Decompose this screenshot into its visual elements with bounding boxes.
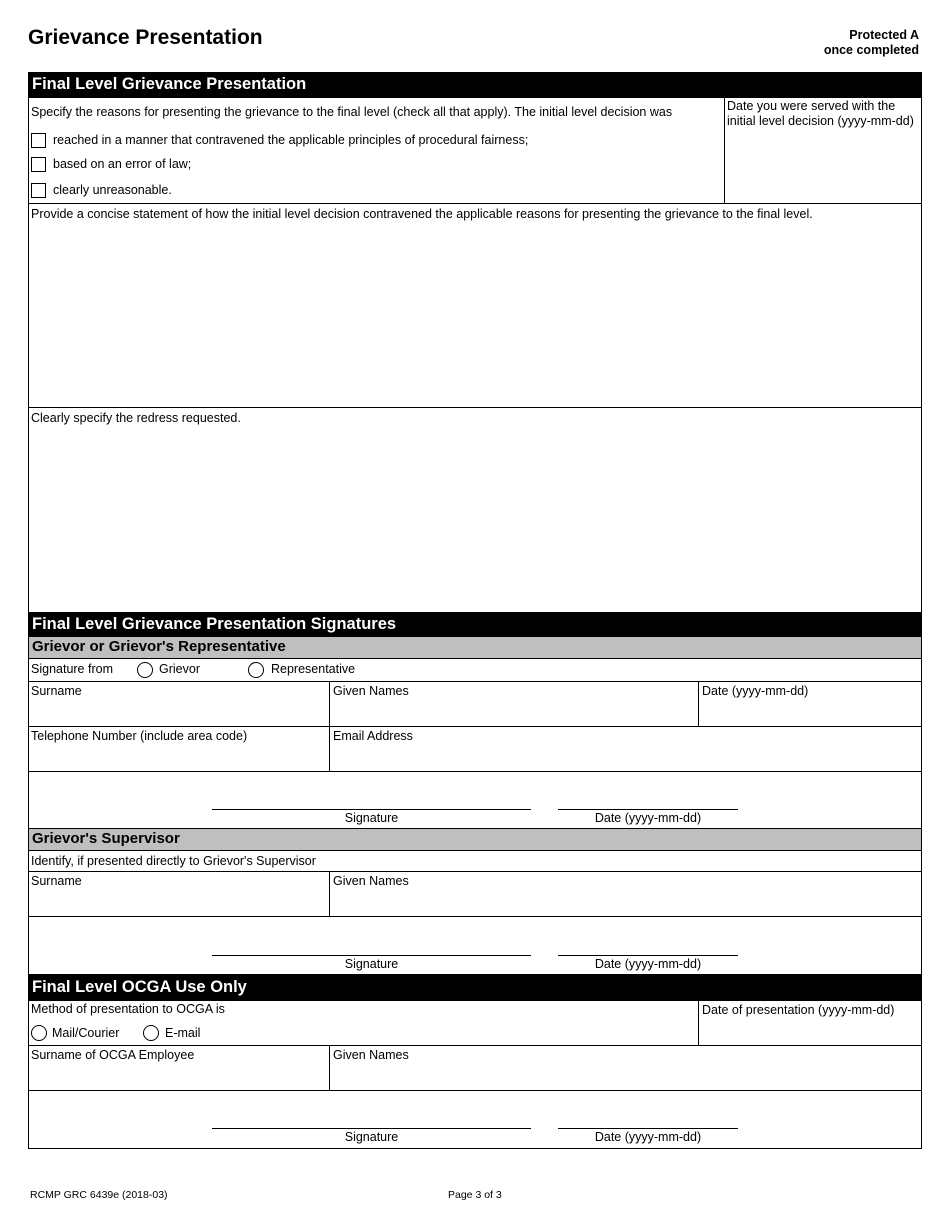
date-served-label: Date you were served with the initial level decision (yyyy-mm-dd) — [727, 99, 914, 128]
reason-error-of-law-label: based on an error of law; — [53, 157, 192, 171]
statement-label: Provide a concise statement of how the initial level decision contravened the applicable reasons for presenting the grievance to the final level. — [31, 207, 813, 221]
email-radio-label: E-mail — [165, 1026, 201, 1040]
final-level-heading: Final Level Grievance Presentation — [28, 72, 922, 97]
griever-signature-label: Signature — [344, 811, 399, 825]
griever-sig-date-label: Date (yyyy-mm-dd) — [594, 811, 702, 825]
email-label: Email Address — [333, 729, 413, 743]
supervisor-given-names-label: Given Names — [333, 874, 409, 888]
griever-given-names-label: Given Names — [333, 684, 409, 698]
supervisor-subheading: Grievor's Supervisor — [28, 829, 922, 850]
supervisor-signature-line[interactable] — [212, 955, 531, 956]
email-field[interactable] — [329, 726, 922, 772]
griever-surname-label: Surname — [31, 684, 82, 698]
griever-sig-date-line[interactable] — [558, 809, 738, 810]
ocga-signature-label: Signature — [344, 1130, 399, 1144]
ocga-sig-date-line[interactable] — [558, 1128, 738, 1129]
ocga-given-names-label: Given Names — [333, 1048, 409, 1062]
supervisor-signature-label: Signature — [344, 957, 399, 971]
reason-procedural-fairness-checkbox[interactable] — [31, 133, 46, 148]
grievor-radio-label: Grievor — [159, 662, 200, 676]
representative-radio[interactable] — [248, 662, 264, 678]
supervisor-sig-date-line[interactable] — [558, 955, 738, 956]
reason-unreasonable-checkbox[interactable] — [31, 183, 46, 198]
form-id: RCMP GRC 6439e (2018-03) — [30, 1189, 168, 1201]
griever-date-label: Date (yyyy-mm-dd) — [702, 684, 809, 698]
reasons-intro: Specify the reasons for presenting the grievance to the final level (check all that apply). The initial level decision was — [31, 105, 673, 119]
protected-line-2: once completed — [823, 43, 919, 57]
representative-radio-label: Representative — [271, 662, 356, 676]
ocga-method-label: Method of presentation to OCGA is — [31, 1002, 225, 1016]
protection-label — [824, 28, 919, 58]
ocga-given-names-field[interactable] — [329, 1045, 922, 1091]
ocga-sig-date-label: Date (yyyy-mm-dd) — [594, 1130, 702, 1144]
supervisor-identify-label: Identify, if presented directly to Grievor's Supervisor — [31, 854, 316, 868]
telephone-label: Telephone Number (include area code) — [31, 729, 248, 743]
ocga-heading: Final Level OCGA Use Only — [28, 975, 922, 1000]
page-title: Grievance Presentation — [28, 26, 263, 49]
grievor-radio[interactable] — [137, 662, 153, 678]
redress-field[interactable] — [28, 407, 922, 613]
griever-signature-line[interactable] — [212, 809, 531, 810]
supervisor-sig-date-label: Date (yyyy-mm-dd) — [594, 957, 702, 971]
protected-line-1: Protected A — [849, 28, 919, 42]
supervisor-surname-label: Surname — [31, 874, 82, 888]
reason-unreasonable-label: clearly unreasonable. — [53, 183, 172, 197]
statement-field[interactable] — [28, 203, 922, 408]
page-number: Page 3 of 3 — [448, 1189, 502, 1201]
date-presentation-label: Date of presentation (yyyy-mm-dd) — [702, 1003, 895, 1017]
reason-error-of-law-checkbox[interactable] — [31, 157, 46, 172]
signature-from-label: Signature from — [31, 662, 113, 676]
redress-label: Clearly specify the redress requested. — [31, 411, 241, 425]
reason-procedural-fairness-label: reached in a manner that contravened the applicable principles of procedural fairness; — [53, 133, 529, 147]
supervisor-given-names-field[interactable] — [329, 871, 922, 917]
signatures-heading: Final Level Grievance Presentation Signatures — [28, 612, 922, 637]
email-radio[interactable] — [143, 1025, 159, 1041]
ocga-signature-line[interactable] — [212, 1128, 531, 1129]
mail-courier-radio[interactable] — [31, 1025, 47, 1041]
ocga-surname-label: Surname of OCGA Employee — [31, 1048, 195, 1062]
mail-courier-radio-label: Mail/Courier — [52, 1026, 120, 1040]
griever-subheading: Grievor or Grievor's Representative — [28, 637, 922, 658]
